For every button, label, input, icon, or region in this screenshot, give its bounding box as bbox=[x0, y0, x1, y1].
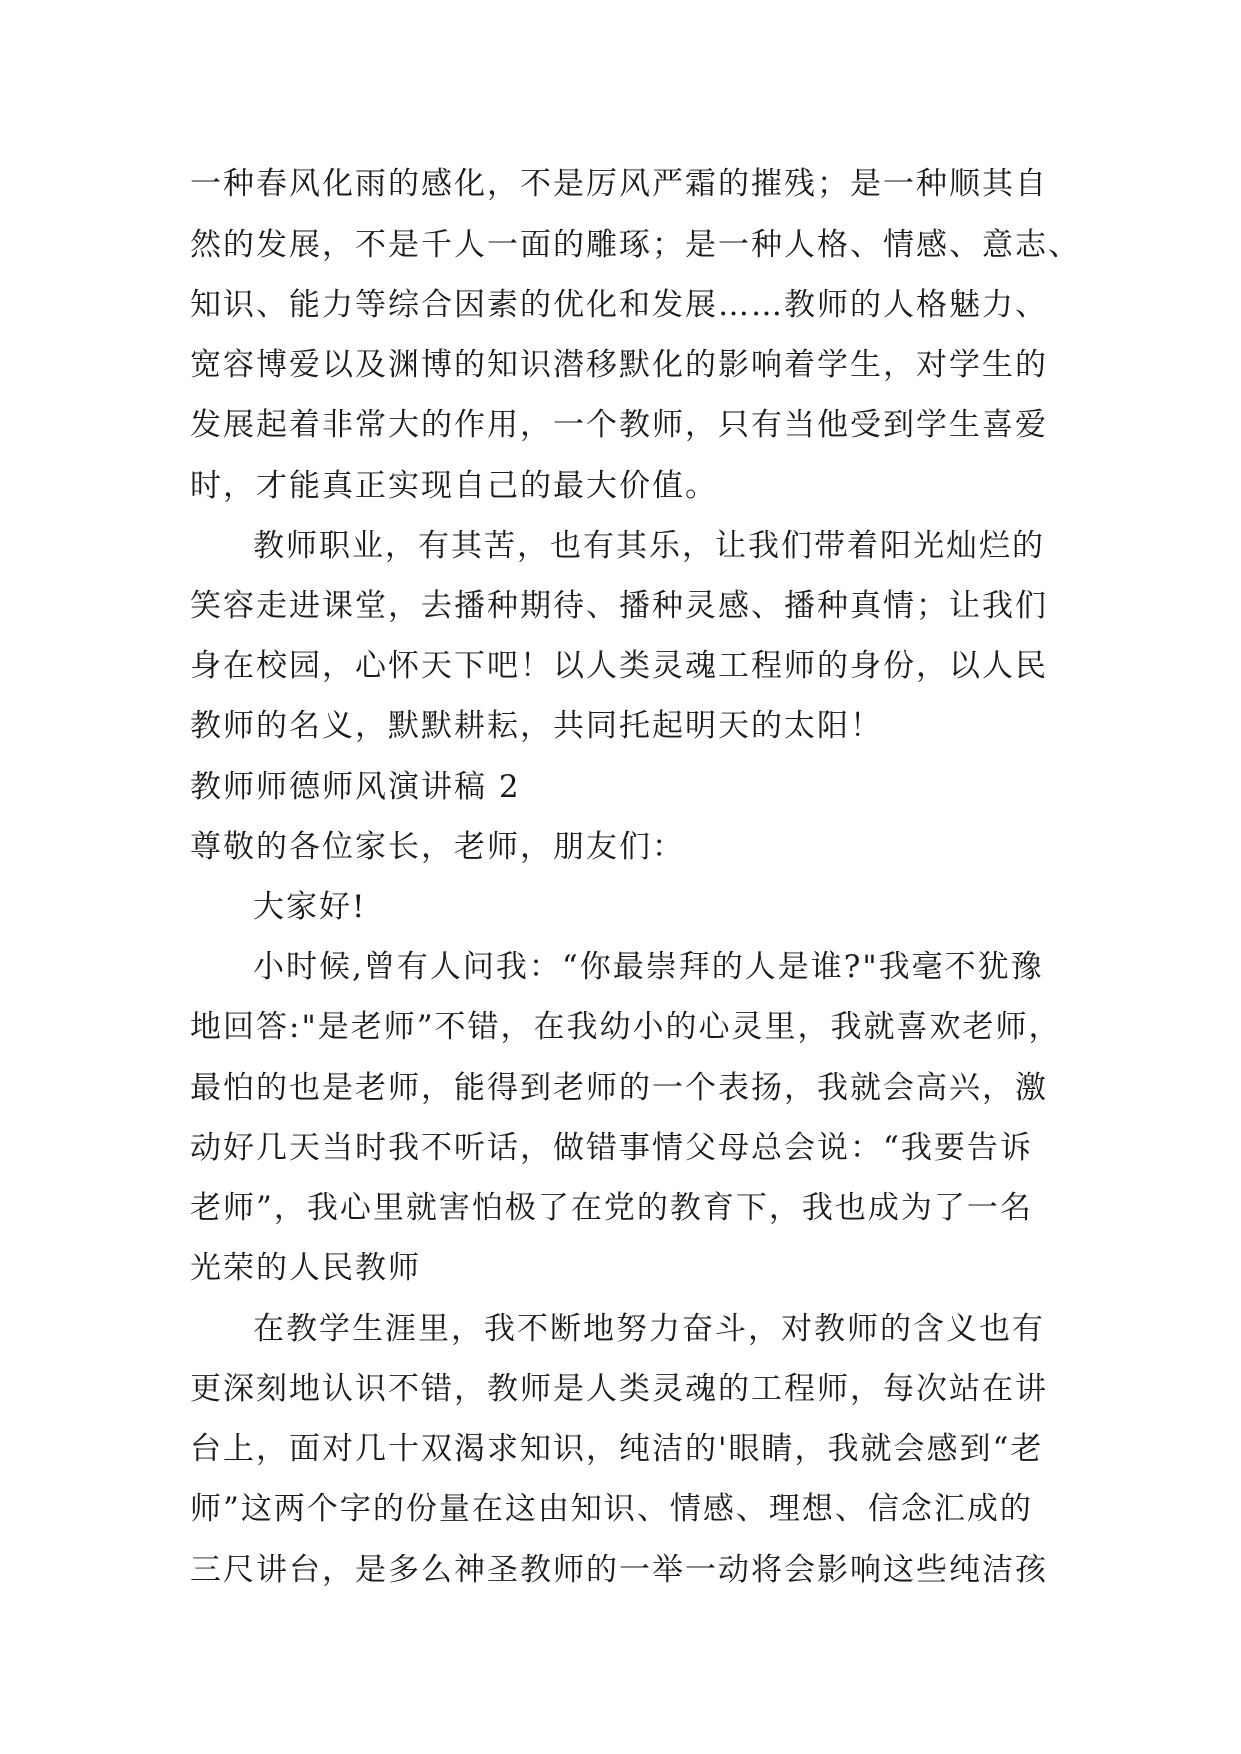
paragraph-line: 小时候,曾有人问我：“你最崇拜的人是谁?"我毫不犹豫 bbox=[253, 949, 1044, 985]
salutation: 尊敬的各位家长，老师，朋友们： bbox=[190, 829, 685, 865]
paragraph-line: 一种春风化雨的感化，不是厉风严霜的摧残；是一种顺其自 bbox=[190, 166, 1048, 202]
paragraph-line: 三尺讲台，是多么神圣教师的一举一动将会影响这些纯洁孩 bbox=[190, 1552, 1048, 1588]
paragraph-line: 动好几天当时我不听话，做错事情父母总会说：“我要告诉 bbox=[190, 1130, 1033, 1166]
paragraph-line: 老师”，我心里就害怕极了在党的教育下，我也成为了一名 bbox=[190, 1190, 1033, 1226]
section-title: 教师师德师风演讲稿 2 bbox=[190, 769, 521, 805]
paragraph-line: 在教学生涯里，我不断地努力奋斗，对教师的含义也有 bbox=[253, 1311, 1045, 1347]
paragraph-line: 然的发展，不是千人一面的雕琢；是一种人格、情感、意志、 bbox=[190, 227, 1081, 263]
paragraph-line: 教师职业，有其苦，也有其乐，让我们带着阳光灿烂的 bbox=[253, 528, 1045, 564]
paragraph-line: 发展起着非常大的作用，一个教师，只有当他受到学生喜爱 bbox=[190, 407, 1048, 443]
paragraph-line: 地回答:"是老师”不错，在我幼小的心灵里，我就喜欢老师， bbox=[190, 1009, 1062, 1045]
paragraph-line: 师”这两个字的份量在这由知识、情感、理想、信念汇成的 bbox=[190, 1491, 1033, 1527]
paragraph-line: 光荣的人民教师 bbox=[190, 1250, 421, 1286]
paragraph-line: 宽容博爱以及渊博的知识潜移默化的影响着学生，对学生的 bbox=[190, 347, 1048, 383]
greeting: 大家好! bbox=[253, 889, 367, 925]
paragraph-line: 教师的名义，默默耕耘，共同托起明天的太阳！ bbox=[190, 708, 883, 744]
paragraph-line: 台上，面对几十双渴求知识，纯洁的'眼睛，我就会感到“老 bbox=[190, 1431, 1044, 1467]
paragraph-line: 笑容走进课堂，去播种期待、播种灵感、播种真情；让我们 bbox=[190, 588, 1048, 624]
paragraph-line: 时，才能真正实现自己的最大价值。 bbox=[190, 468, 718, 504]
paragraph-line: 身在校园，心怀天下吧！以人类灵魂工程师的身份，以人民 bbox=[190, 648, 1048, 684]
paragraph-line: 知识、能力等综合因素的优化和发展……教师的人格魅力、 bbox=[190, 287, 1048, 323]
paragraph-line: 最怕的也是老师，能得到老师的一个表扬，我就会高兴，激 bbox=[190, 1070, 1048, 1106]
paragraph-line: 更深刻地认识不错，教师是人类灵魂的工程师，每次站在讲 bbox=[190, 1371, 1048, 1407]
